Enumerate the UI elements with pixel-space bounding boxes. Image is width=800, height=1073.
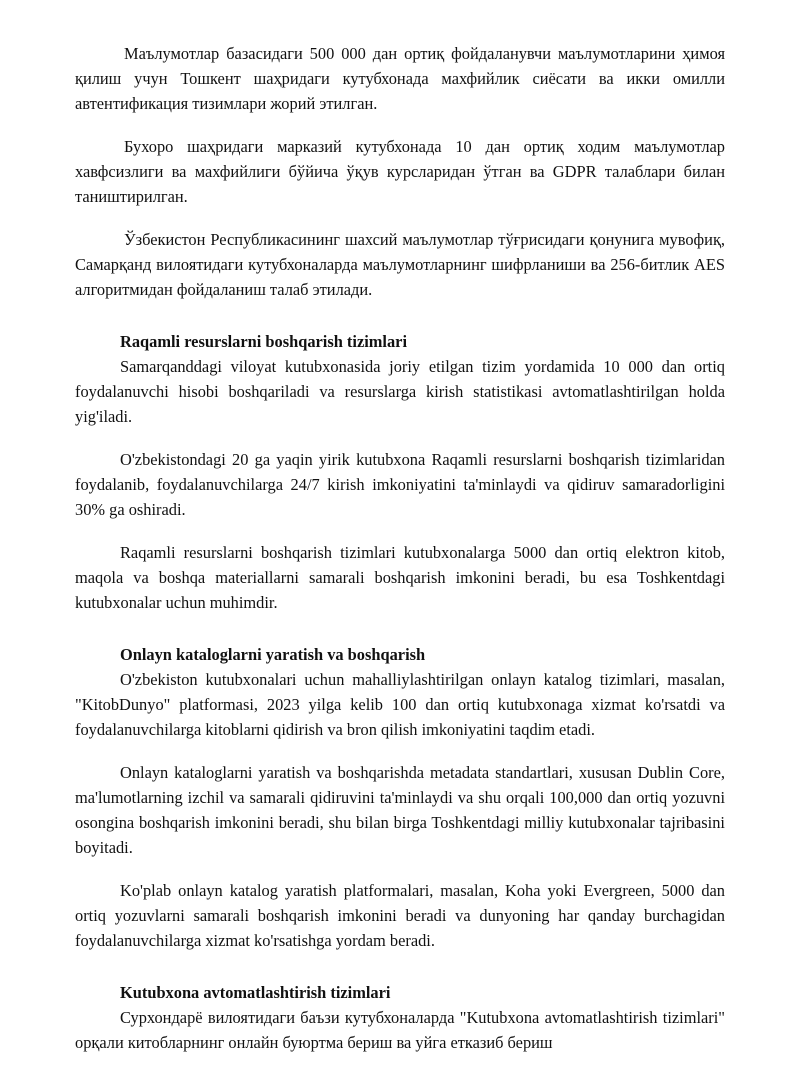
intro-paragraph: Маълумотлар базасидаги 500 000 дан ортиқ фойдаланувчи маълумотларини ҳимоя қилиш учун Тошкент шаҳридаги кутубхонада махфийлик сиёсати ва икки омилли автентификация тизимлари жорий этилган. [75,44,725,113]
document-page [75,41,725,1073]
body-paragraph: O'zbekiston kutubxonalari uchun mahalliylashtirilgan onlayn katalog tizimlari, masalan, "KitobDunyo" platformasi, 2023 yilga kelib 100 dan ortiq kutubxonaga xizmat ko'rsatdi va foydalanuvchilarga kitoblarni qidirish va bron qilish imkoniyatini taqdim etadi. [75,670,725,739]
section-heading-library-automation: Kutubxona avtomatlashtirish tizimlari [120,983,391,1002]
body-paragraph: Сурхондарё вилоятидаги баъзи кутубхоналарда "Kutubxona avtomatlashtirish tizimlari" орқали китобларнинг онлайн буюртма бериш ва уйга етказиб бериш [75,1008,725,1052]
body-paragraph: Raqamli resurslarni boshqarish tizimlari kutubxonalarga 5000 dan ortiq elektron kitob, maqola va boshqa materiallarni samarali boshqarish imkonini beradi, bu esa Toshkentdagi kutubxonalar uchun muhimdir. [75,543,725,612]
body-paragraph: O'zbekistondagi 20 ga yaqin yirik kutubxona Raqamli resurslarni boshqarish tizimlaridan foydalanib, foydalanuvchilarga 24/7 kirish imkoniyatini ta'minlaydi va qidiruv samaradorligini 30% ga oshiradi. [75,450,725,519]
body-paragraph: Ko'plab onlayn katalog yaratish platformalari, masalan, Koha yoki Evergreen, 5000 dan ortiq yozuvlarni samarali boshqarish imkonini beradi va dunyoning har qanday burchagidan foydalanuvchilarga xizmat ko'rsatishga yordam beradi. [75,881,725,950]
section-heading-digital-resources: Raqamli resurslarni boshqarish tizimlari [120,332,408,351]
intro-paragraph: Ўзбекистон Республикасининг шахсий маълумотлар тўғрисидаги қонунига мувофиқ, Самарқанд вилоятидаги кутубхоналарда маълумотларнинг шифрланиши ва 256-битлик AES алгоритмидан фойдаланиш талаб этилади. [75,230,725,299]
body-paragraph: Samarqanddagi viloyat kutubxonasida joriy etilgan tizim yordamida 10 000 dan ortiq foydalanuvchi hisobi boshqariladi va resurslarga kirish statistikasi avtomatlashtirilgan holda yig'iladi. [75,357,725,426]
body-paragraph: Onlayn kataloglarni yaratish va boshqarishda metadata standartlari, xususan Dublin Core, ma'lumotlarning izchil va samarali qidiruvini ta'minlaydi va shu orqali 100,000 dan ortiq yozuvni osongina boshqarish imkonini beradi, shu bilan birga Toshkentdagi milliy kutubxonalar tajribasini boyitadi. [75,763,725,857]
intro-paragraph: Бухоро шаҳридаги марказий кутубхонада 10 дан ортиқ ходим маълумотлар хавфсизлиги ва махфийлиги бўйича ўқув курсларидан ўтган ва GDPR талаблари билан таништирилган. [75,137,725,206]
section-heading-online-catalogs: Onlayn kataloglarni yaratish va boshqarish [120,645,426,664]
